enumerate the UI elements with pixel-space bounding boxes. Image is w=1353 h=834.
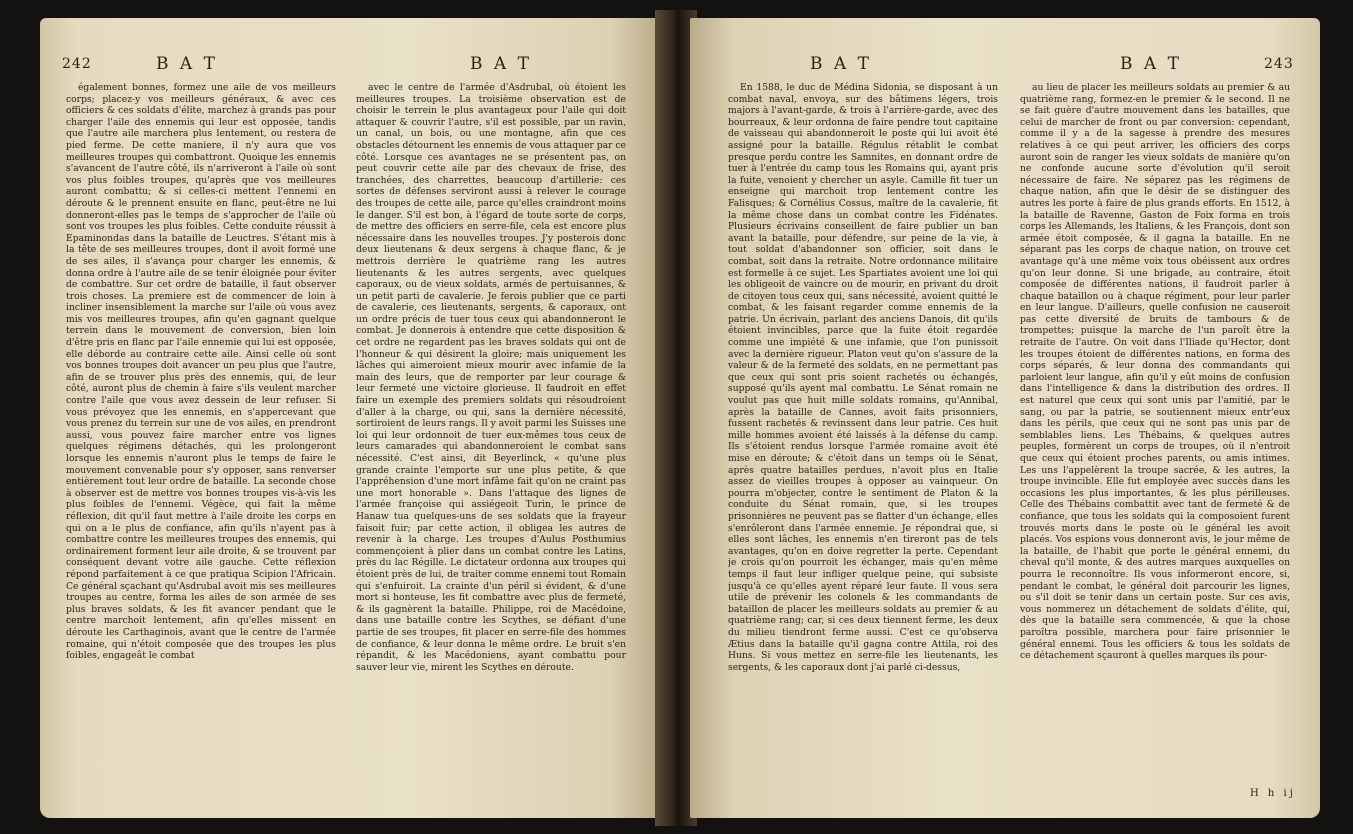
text-column: En 1588, le duc de Médina Sidonia, se disposant à un combat naval, envoya, sur des bâtimens légers, trois majors à l'avant-garde, & trois à l'arrière-garde, avec des bourreaux, & leur ordonna de faire pendre tout capitaine de vaisseau qui abandonneroit le poste qui lui avoit été assigné pour la bataille. Régulus rétablit le combat presque perdu contre les Samnites, en donnant ordre de tuer à l'entrée du camp tous les Romains qui, ayant pris la fuite, venoient y chercher un asyle. Camille fit tuer un enseigne qui marchoit trop lentement contre les Falisques; & Cornélius Cossus, maître de la cavalerie, fit la même chose dans un combat contre les Fidénates. Plusieurs écrivains conseillent de faire publier un ban avant la bataille, pour défendre, sur peine de la vie, à tout soldat d'abandonner son officier, soit dans le combat, soit dans la retraite. Notre ordonnance militaire est formelle à ce sujet. Les Spartiates avoient une loi qui les obligeoit de vaincre ou de mourir, en privant du droit de citoyen tous ceux qui, sans nécessité, avoient quitté le combat, & les faisant regarder comme ennemis de la patrie. Un écrivain, parlant des anciens Danois, dit qu'ils étoient invincibles, parce que la fuite étoit regardée comme une impiété & une infamie, que l'on punissoit avec la dernière rigueur. Platon veut qu'on s'assure de la valeur & de la fermeté des soldats, en ne permettant pas que ceux qui sont pris soient rachetés ou échangés, supposé qu'ils ayent mal combattu. Le Sénat romain ne voulut pas que huit mille soldats romains, qu'Annibal, après la bataille de Cannes, avoit faits prisonniers, fussent rachetés & revinssent dans leur patrie. Ces huit mille hommes avoient été laissés à la défense du camp. Ils s'étoient rendus lorsque l'armée romaine avoit été mise en déroute; & c'étoit dans un temps où le Sénat, après quatre batailles perdues, n'avoit plus en Italie assez de vieilles troupes à opposer au vainqueur. On pourra m'objecter, contre le sentiment de Platon & la conduite du Sénat romain, que, si les troupes prisonnières ne peuvent pas se flatter d'un échange, elles s'enrôleront dans l'armée ennemie. Je répondrai que, si elles sont lâches, les ennemis n'en tireront pas de tels avantages, qu'on en doive regretter la perte. Cependant je crois qu'on pourroit les échanger, mais qu'en même temps il faut leur infliger quelque peine, qui subsiste jusqu'à ce qu'elles ayent réparé leur faute. Il vous sera utile de prévenir les colonels & les commandants de bataillon de placer les meilleurs soldats au premier & au quatrième rang; car, si ces deux tiennent ferme, les deux du milieu tiendront ferme aussi. C'est ce qu'observa Ætius dans la bataille qu'il gagna contre Attila, roi des Huns. Si vous mettez en serre-file les lieutenants, les sergents, & les caporaux dont j'ai parlé ci-dessus, <box>728 82 998 673</box>
text-column: au lieu de placer les meilleurs soldats au premier & au quatrième rang, formez-en le premier & le second. Il ne se fait guère d'autre mouvement dans les batailles, que celui de marcher de front ou par conversion: cependant, comme il y a de la sagesse à prendre des mesures relatives à ce qui peut arriver, les officiers des corps auront soin de ranger les vieux soldats de manière qu'on ne confonde aucune sorte d'évolution qu'il seroit nécessaire de faire. Ne séparez pas les régimens de chaque nation, afin que le désir de se distinguer des autres les porte à faire de plus grands efforts. En 1512, à la bataille de Ravenne, Gaston de Foix forma en trois corps les Allemands, les Italiens, & les François, dont son armée étoit composée, & il gagna la bataille. En ne séparant pas les corps de chaque nation, on trouve cet avantage qu'à une même voix tous obéissent aux ordres qu'on leur donne. Si une brigade, au contraire, étoit composée de différentes nations, il faudroit parler à chaque bataillon ou à chaque régiment, pour leur parler en leur langue. D'ailleurs, quelle confusion ne causeroit pas cette diversité de bruits de tambours & de trompettes; puisque la marche de l'un paroît être la retraite de l'autre. On voit dans l'Iliade qu'Hector, dont les troupes étoient de différentes nations, en forma des corps séparés, & leur donna des commandants qui parloient leur langue, afin qu'il y eût moins de confusion dans l'intelligence & dans la distribution des ordres. Il est naturel que ceux qui sont unis par l'amitié, par le sang, ou par la patrie, se soutiennent mieux entr'eux dans les périls, que ceux qui ne sont pas unis par de semblables liens. Les Thébains, & quelques autres peuples, formèrent un corps de troupes, où il n'entroit que ceux qui étoient proches parents, ou amis intimes. Les uns l'appelèrent la troupe sacrée, & les autres, la troupe invincible. Elle fut employée avec succès dans les occasions les plus importantes, & les plus périlleuses. Celle des Thébains combattit avec tant de fermeté & de confiance, que tous les soldats qui la composoient furent trouvés morts dans le poste où le général les avoit placés. Vos espions vous donneront avis, le jour même de la bataille, de l'habit que porte le général ennemi, du cheval qu'il monte, & des autres marques auxquelles on pourra le reconnoître. Ils vous informeront encore, si, pendant le combat, le général doit parcourir les lignes, ou s'il doit se tenir dans un certain poste. Sur ces avis, vous nommerez un détachement de soldats d'élite, qui, dès que la bataille sera commencée, & que la chose paroîtra possible, marchera pour faire prisonnier le général ennemi. Tous les officiers & tous les soldats de ce détachement sçauront à quelles marques ils pour- <box>1020 82 1290 662</box>
right-page-header <box>690 54 1320 76</box>
right-page <box>690 18 1320 818</box>
text-column: également bonnes, formez une aile de vos meilleurs corps; placez-y vos meilleurs généraux, & avec ces officiers & ces soldats d'élite, marchez à grands pas pour charger l'aile des ennemis qui leur est opposée, tandis que l'autre aile marchera plus lentement, ou restera de pied ferme. De cette maniere, il n'y aura que vos meilleures troupes qui combattront. Quoique les ennemis s'avancent de l'autre côté, ils n'arriveront à l'aile où sont vos plus foibles troupes, qu'après que vos meilleures auront combattu; & si celles-ci mettent l'ennemi en déroute & le prennent ensuite en flanc, peut-être ne lui donneront-elles pas le temps de s'approcher de l'aile où sont vos troupes les plus foibles. Cette conduite réussit à Epaminondas dans la bataille de Leuctres. S'étant mis à la tête de ses meilleures troupes, dont il avoit formé une de ses ailes, il s'avança pour charger les ennemis, & donna ordre à l'autre aile de se tenir éloignée pour éviter de combattre. Sur cet ordre de bataille, il faut observer trois choses. La premiere est de commencer de loin à incliner insensiblement la marche sur l'aile où vous avez mis vos meilleures troupes, afin qu'en gagnant quelque terrein dans le mouvement de conversion, bien loin d'être pris en flanc par l'aile ennemie qui lui est opposée, elle déborde au contraire cette aile. Ainsi celle où sont vos bonnes troupes doit avancer un peu plus que l'autre, afin de se trouver plus près des ennemis, qui, de leur côté, auront plus de chemin à faire s'ils veulent marcher contre l'aile que vous avez dessein de leur refuser. Si vous prévoyez que les ennemis, en s'appercevant que vous prenez du terrein sur une de vos ailes, en prendront aussi, vous pouvez faire marcher entre vos lignes quelques régimens détachés, qui les prolongeront lorsque les ennemis n'auront plus le temps de faire le mouvement convenable pour s'y opposer, sans renverser entièrement tout leur ordre de bataille. La seconde chose à observer est de mettre vos bonnes troupes vis-à-vis les plus foibles de l'ennemi. Végèce, qui fait la même réflexion, dit qu'il faut mettre à l'aile droite les corps en qui on a le plus de confiance, afin qu'ils n'ayent pas à combattre contre les meilleures troupes des ennemis, qui ordinairement forment leur aile droite, & se trouvent par conséquent devant votre aile gauche. Cette réflexion répond parfaitement à ce que pratiqua Scipion l'Africain. Ce général sçachant qu'Asdrubal avoit mis ses meilleures troupes au centre, forma les ailes de son armée de ses plus braves soldats, & les fit avancer pendant que le centre marchoit lentement, afin qu'elles missent en déroute les Carthaginois, avant que le centre de l'armée romaine, qui n'étoit composée que des troupes les plus foibles, engageât le combat <box>66 82 336 662</box>
left-page-column-1 <box>66 82 336 798</box>
left-page-header <box>40 54 660 76</box>
right-page-column-1 <box>728 82 998 798</box>
right-page-column-2 <box>1020 82 1290 782</box>
running-head-left-col1: B A T <box>156 54 218 74</box>
page-number-left: 242 <box>62 56 92 72</box>
page-number-right: 243 <box>1264 56 1294 72</box>
left-page-column-2 <box>356 82 626 798</box>
running-head-left-col2: B A T <box>470 54 532 74</box>
text-column: avec le centre de l'armée d'Asdrubal, où étoient les meilleures troupes. La troisième observation est de choisir le terrein le plus avantageux pour l'aile qui doit attaquer & couvrir l'autre, s'il est possible, par un ravin, un canal, un bois, ou une montagne, afin que ces obstacles détournent les ennemis de vous attaquer par ce côté. Lorsque ces avantages ne se présentent pas, on peut couvrir cette aile par des chevaux de frise, des tranchées, des charrettes, beaucoup d'artillerie: ces sortes de défenses serviront aussi à relever le courage des troupes de cette aile, parce qu'elles craindront moins le danger. S'il est bon, à l'égard de toute sorte de corps, de mettre des officiers en serre-file, cela est encore plus nécessaire dans les nouvelles troupes. J'y posterois donc deux lieutenans & deux sergens à chaque flanc, & je mettrois derrière le quatrième rang les autres lieutenants & les autres sergents, avec quelques caporaux, ou de vieux soldats, armés de pertuisannes, & un petit parti de cavalerie. Je ferois publier que ce parti de cavalerie, ces lieutenants, sergents, & caporaux, ont un ordre précis de tuer tous ceux qui abandonneront le combat. Je donnerois à entendre que cette disposition & cet ordre ne regardent pas les braves soldats qui ont de l'honneur & qui désirent la gloire; mais uniquement les lâches qui aimeroient mieux mourir avec infamie de la main des leurs, que de remporter par leur courage & leur fermeté une victoire glorieuse. Il faudroit en effet faire un exemple des premiers soldats qui résoudroient d'aller à la charge, ou qui, sans la dernière nécessité, sortiroient de leurs rangs. Il y avoit parmi les Suisses une loi qui leur ordonnoit de tuer eux-mêmes tous ceux de leurs camarades qui abandonneroient le combat sans nécessité. C'est ainsi, dit Beyerlinck, « qu'une plus grande crainte l'emporte sur une plus petite, & que l'appréhension d'une mort infâme fait qu'on ne craint pas une mort honorable ». Dans l'attaque des lignes de l'armée françoise qui assiégeoit Turin, le prince de Hanaw tua quelques-uns de ses soldats que la frayeur faisoit fuir; par cette action, il obligea les autres de revenir à la charge. Les troupes d'Aulus Posthumius commençoient à plier dans un combat contre les Latins, près du lac Régille. Le dictateur ordonna aux troupes qui étoient près de lui, de traiter comme ennemi tout Romain qui s'enfuiroit. La crainte d'un péril si évident, & d'une mort si honteuse, les fit combattre avec plus de fermeté, & ils gagnèrent la bataille. Philippe, roi de Macédoine, dans une bataille contre les Scythes, se défiant d'une partie de ses troupes, fit placer en serre-file des hommes de confiance, & leur donna le même ordre. Le bruit s'en répandit, & les Macédoniens, ayant combattu pour sauver leur vie, mirent les Scythes en déroute. <box>356 82 626 673</box>
running-head-right-col1: B A T <box>810 54 872 74</box>
running-head-right-col2: B A T <box>1120 54 1182 74</box>
left-page <box>40 18 660 818</box>
signature-mark: H h ij <box>1250 788 1296 799</box>
